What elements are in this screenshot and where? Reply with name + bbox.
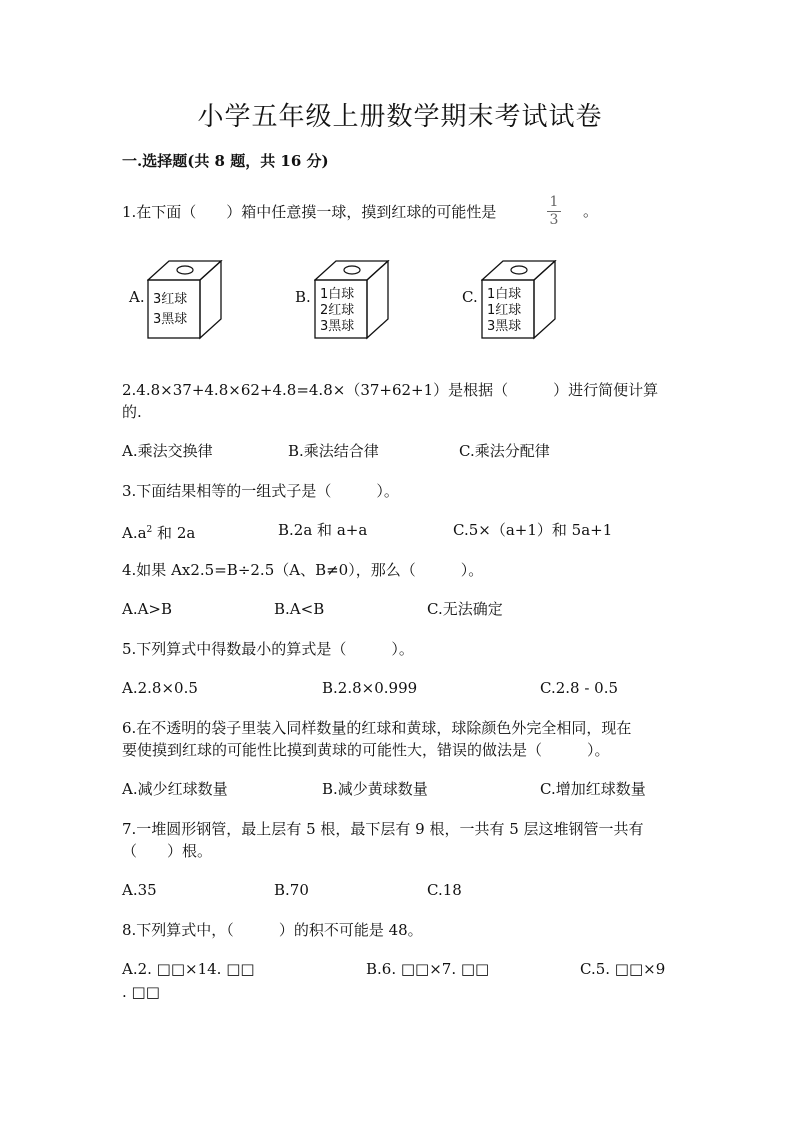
question-5-option-c: C.2.8 - 0.5 — [540, 679, 619, 697]
question-3-option-a: $A.a^2$ 和 2a — [122, 524, 196, 542]
question-3-text: 3.下面结果相等的一组式子是（ ）。 — [122, 482, 399, 500]
question-4-text: 4.如果 Ax2.5=B÷2.5（A、B≠0），那么（ ）。 — [122, 561, 484, 579]
question-8-option-b: B.6. □□×7. □□ — [366, 960, 490, 978]
box-b-line-3: 3黑球 — [320, 319, 355, 334]
question-8-option-c-wrap: . □□ — [122, 983, 160, 1001]
question-2-option-c: C.乘法分配律 — [459, 442, 550, 460]
question-7-option-c: C.18 — [427, 881, 462, 899]
box-b-label: B. — [295, 288, 311, 306]
question-2-text-line-1: 2.4.8×37+4.8×62+4.8=4.8×（37+62+1）是根据（ ）进行简便计算 — [122, 381, 659, 399]
box-c-line-2: 1红球 — [487, 303, 522, 318]
question-5-text: 5.下列算式中得数最小的算式是（ ）。 — [122, 640, 414, 658]
question-3-option-b: B.2a 和 a+a — [278, 521, 368, 539]
question-6-text-line-2: 要使摸到红球的可能性比摸到黄球的可能性大，错误的做法是（ ）。 — [122, 741, 610, 759]
question-1-tail: 。 — [583, 202, 599, 220]
box-c-label: C. — [462, 288, 478, 306]
question-2-option-a: A.乘法交换律 — [122, 442, 213, 460]
box-c-hole-icon — [511, 266, 527, 274]
box-b-line-2: 2红球 — [320, 303, 355, 318]
section-heading: 一.选择题(共 8 题，共 16 分) — [122, 152, 329, 170]
box-b-line-1: 1白球 — [320, 287, 355, 302]
box-a-label: A. — [129, 288, 145, 306]
fraction-denominator: 3 — [549, 212, 559, 228]
box-a-hole-icon — [177, 266, 193, 274]
question-6-option-a: A.减少红球数量 — [122, 780, 228, 798]
question-4-option-b: B.A<B — [274, 600, 325, 618]
box-a-line-2: 3黑球 — [153, 312, 188, 327]
box-c-icon — [481, 260, 557, 340]
question-7-text-line-1: 7.一堆圆形钢管，最上层有 5 根，最下层有 9 根，一共有 5 层这堆钢管一共有 — [122, 820, 644, 838]
question-7-option-a: A.35 — [122, 881, 157, 899]
question-8-option-a: A.2. □□×14. □□ — [122, 960, 255, 978]
box-b-hole-icon — [344, 266, 360, 274]
question-5-option-b: B.2.8×0.999 — [322, 679, 418, 697]
fraction-numerator: 1 — [549, 194, 559, 210]
question-1-text: 1.在下面（ ）箱中任意摸一球，摸到红球的可能性是 — [122, 203, 497, 221]
question-5-option-a: A.2.8×0.5 — [122, 679, 198, 697]
question-6-text-line-1: 6.在不透明的袋子里装入同样数量的红球和黄球，球除颜色外完全相同，现在 — [122, 719, 632, 737]
question-6-option-c: C.增加红球数量 — [540, 780, 646, 798]
box-a-line-1: 3红球 — [153, 292, 188, 307]
question-6-option-b: B.减少黄球数量 — [322, 780, 428, 798]
question-8-text: 8.下列算式中，（ ）的积不可能是 48。 — [122, 921, 423, 939]
box-b-icon — [314, 260, 390, 340]
question-8-option-c: C.5. □□×9 — [580, 960, 666, 978]
question-7-option-b: B.70 — [274, 881, 309, 899]
page-title: 小学五年级上册数学期末考试试卷 — [197, 102, 603, 132]
question-2-text-line-2: 的. — [122, 403, 142, 421]
question-4-option-c: C.无法确定 — [427, 600, 503, 618]
fraction-one-third — [547, 195, 561, 228]
question-7-text-line-2: （ ）根。 — [122, 842, 213, 860]
box-c-line-1: 1白球 — [487, 287, 522, 302]
box-a-icon — [147, 260, 223, 340]
question-3-option-c: C.5×（a+1）和 5a+1 — [453, 521, 613, 539]
box-c-line-3: 3黑球 — [487, 319, 522, 334]
question-4-option-a: A.A>B — [122, 600, 173, 618]
question-2-option-b: B.乘法结合律 — [288, 442, 379, 460]
